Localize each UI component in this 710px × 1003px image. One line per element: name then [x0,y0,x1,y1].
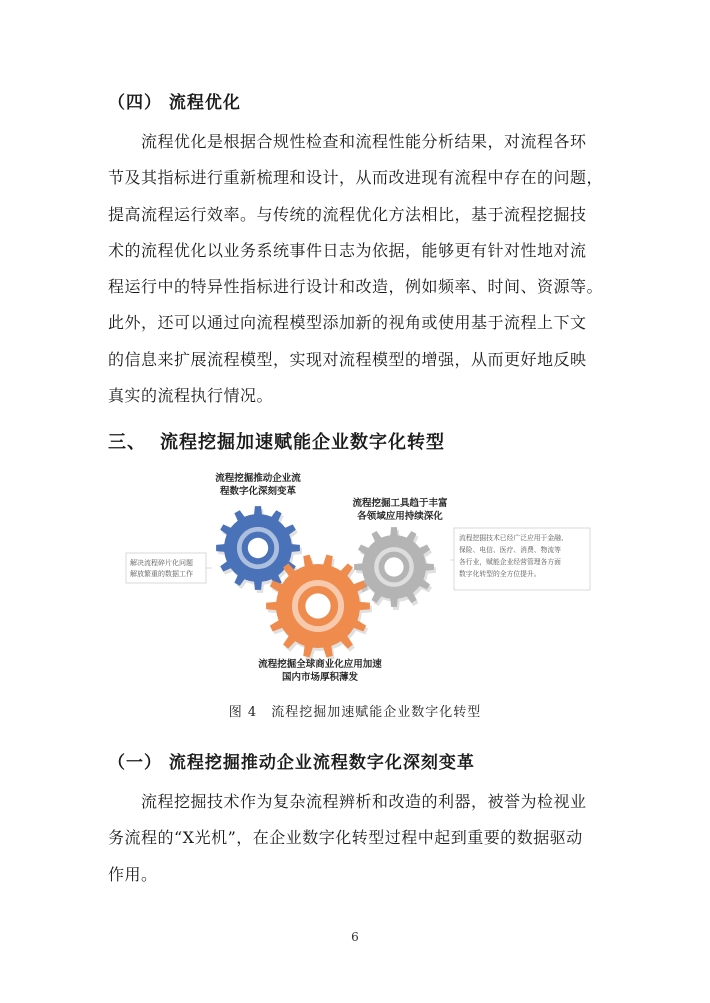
gear-hub [305,593,330,618]
paragraph-line: 术的流程优化以业务系统事件日志为依据，能够更有针对性地对流 [108,240,587,260]
figure-caption: 图 4 流程挖掘加速赋能企业数字化转型 [228,705,482,720]
right-note-line4: 数字化转型的全方位提升。 [459,570,541,578]
gray-gear [354,527,436,610]
paragraph-line: 真实的流程执行情况。 [108,386,274,406]
page-number: 6 [351,930,359,944]
gear-hub [384,557,403,576]
right-note-line1: 流程挖掘技术已经广泛应用于金融、 [459,534,568,542]
right-note-line2: 保险、电信、医疗、消费、物流等 [459,546,561,554]
left-note-line2: 解放繁重的数据工作 [130,570,193,578]
right-note-line3: 各行业，赋能企业经营管理各方面 [459,558,561,566]
gears-figure [120,466,600,692]
paragraph-line: 的信息来扩展流程模型，实现对流程模型的增强，从而更好地反映 [108,349,587,369]
paragraph-line: 流程挖掘技术作为复杂流程辨析和改造的利器，被誉为检视业 [108,792,587,811]
paragraph-line: 程运行中的特异性指标进行设计和改造，例如频率、时间、资源等。 [108,277,604,297]
chapter-title: 流程挖掘加速赋能企业数字化转型 [160,432,445,453]
gear-orange-label-line2: 国内市场厚积薄发 [281,672,359,683]
gear-hub [248,538,268,558]
left-note-box [126,553,206,583]
gears-illustration [120,466,600,692]
gear-gray-label-line1: 流程挖掘工具趋于丰富 [352,498,448,509]
gear-gray-label-line2: 各领域应用持续深化 [357,511,443,522]
gear-blue-label-line1: 流程挖掘推动企业流 [215,473,301,484]
paragraph-line: 务流程的“X光机”，在企业数字化转型过程中起到重要的数据驱动 [108,828,583,848]
chapter-number: 三、 [108,432,146,453]
chapter-heading [108,428,445,454]
subsection1-paragraph [108,784,602,893]
paragraph-line: 此外，还可以通过向流程模型添加新的视角或使用基于流程上下文 [108,313,587,333]
gear-orange-label-line1: 流程挖掘全球商业化应用加速 [258,659,382,670]
paragraph-line: 作用。 [108,864,158,884]
paragraph-line: 提高流程运行效率。与传统的流程优化方法相比，基于流程挖掘技 [108,204,587,224]
subsection-heading: （一） 流程挖掘推动企业流程数字化深刻变革 [108,753,475,773]
section-heading: （四） 流程优化 [108,93,241,113]
left-note-line1: 解决流程碎片化问题 [130,559,193,567]
paragraph-line: 节及其指标进行重新梳理和设计，从而改进现有流程中存在的问题， [108,168,604,188]
section4-paragraph [108,124,602,414]
gear-blue-label-line2: 程数字化深刻变革 [219,486,297,497]
paragraph-line: 流程优化是根据合规性检查和流程性能分析结果，对流程各环 [108,132,587,151]
